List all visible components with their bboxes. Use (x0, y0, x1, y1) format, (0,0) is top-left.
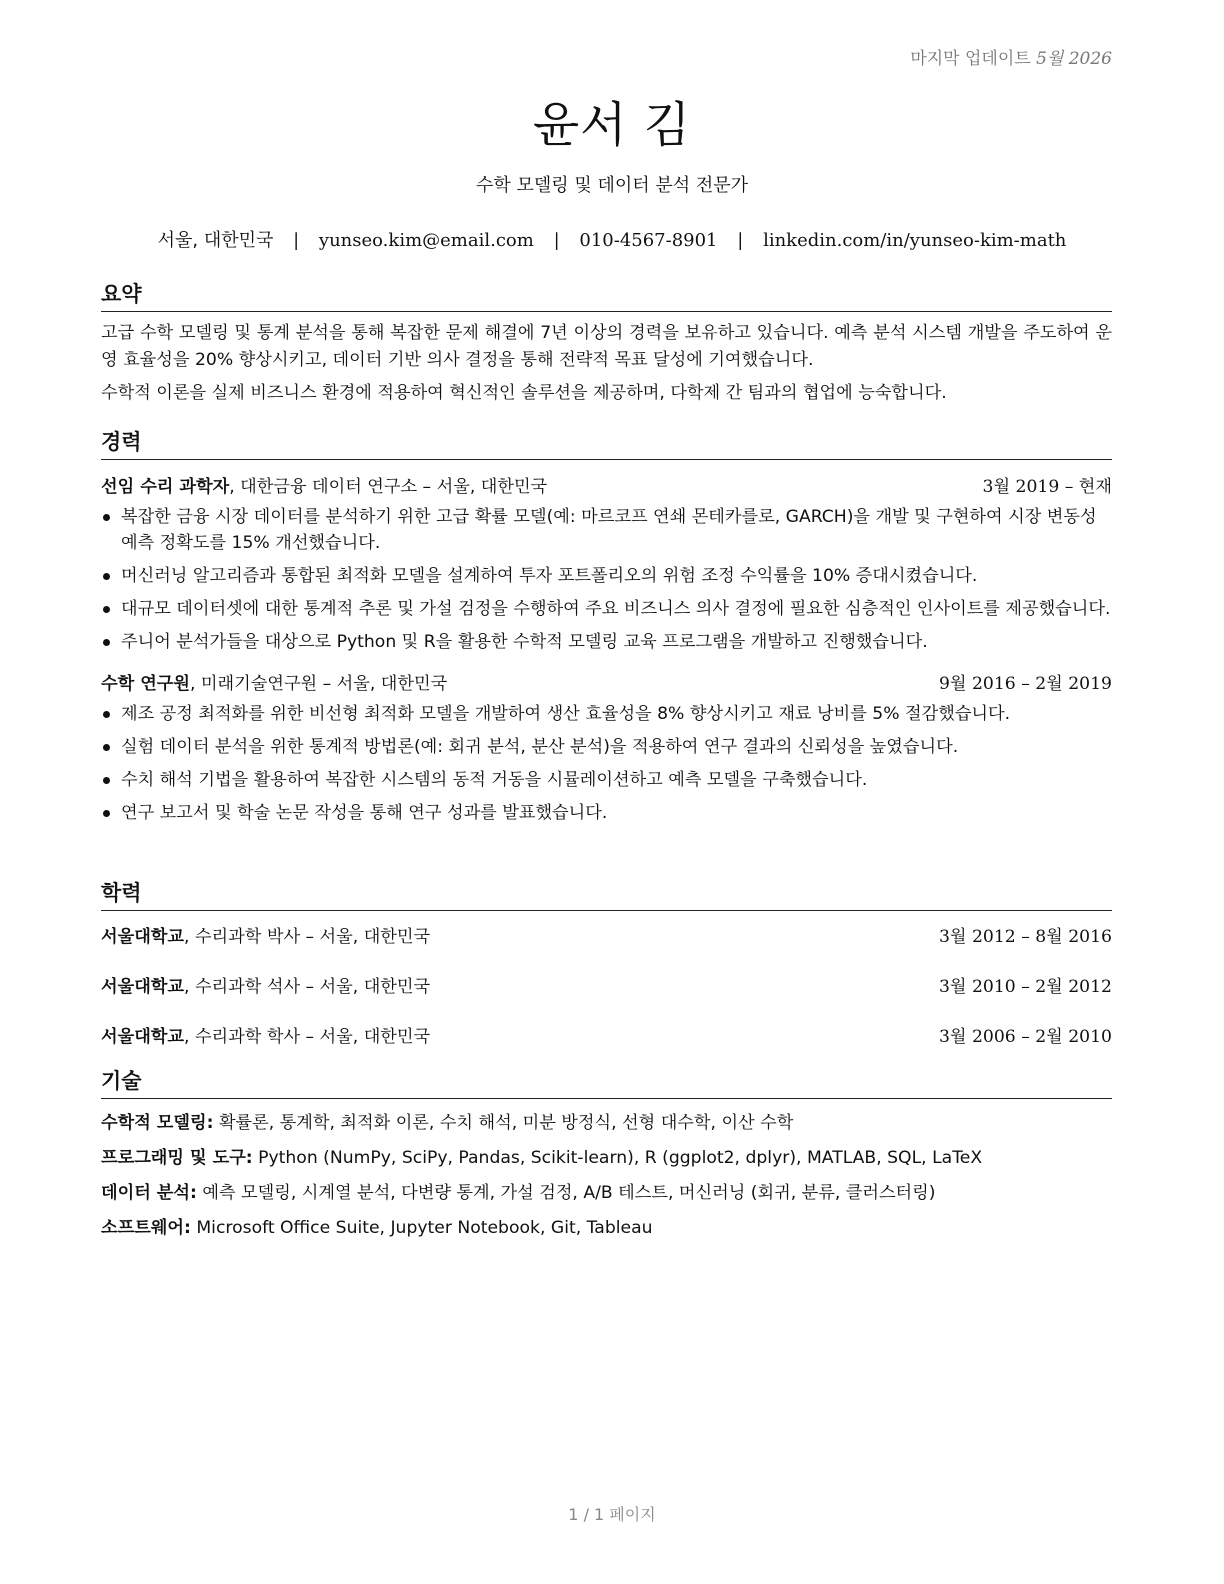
education-date: 3월 2012 – 8월 2016 (938, 927, 1112, 947)
contact-email[interactable]: yunseo.kim@email.com (318, 230, 534, 251)
skill-line (101, 1215, 1112, 1241)
last-updated-label: 마지막 업데이트 (910, 49, 1031, 69)
skills-list (101, 1110, 1112, 1241)
skill-value: 예측 모델링, 시계열 분석, 다변량 통계, 가설 검정, A/B 테스트, 머신러닝 (회귀, 분류, 클러스터링) (196, 1183, 936, 1203)
job-entry (101, 671, 1112, 826)
skill-label: 프로그래밍 및 도구: (101, 1148, 253, 1168)
education-item (101, 974, 1112, 1000)
job-bullets (101, 504, 1112, 655)
contact-linkedin[interactable]: linkedin.com/in/yunseo-kim-math (763, 230, 1067, 251)
summary-section (101, 278, 1112, 407)
summary-paragraph: 고급 수학 모델링 및 통계 분석을 통해 복잡한 문제 해결에 7년 이상의 경력을 보유하고 있습니다. 예측 분석 시스템 개발을 주도하여 운영 효율성을 20% 향상시키고, 데이터 기반 의사 결정을 통해 전략적 목표 달성에 기여했습니다. (101, 323, 1112, 370)
job-bullet: 주니어 분석가들을 대상으로 Python 및 R을 활용한 수학적 모델링 교육 프로그램을 개발하고 진행했습니다. (101, 629, 1112, 655)
skill-value: 확률론, 통계학, 최적화 이론, 수치 해석, 미분 방정식, 선형 대수학, 이산 수학 (213, 1113, 794, 1133)
job-bullet: 실험 데이터 분석을 위한 통계적 방법론(예: 회귀 분석, 분산 분석)을 적용하여 연구 결과의 신뢰성을 높였습니다. (101, 734, 1112, 760)
education-school: 서울대학교 (101, 927, 185, 947)
education-school: 서울대학교 (101, 977, 185, 997)
job-date: 9월 2016 – 2월 2019 (938, 674, 1112, 694)
job-org: , 미래기술연구원 – 서울, 대한민국 (190, 674, 448, 694)
education-date: 3월 2010 – 2월 2012 (938, 977, 1112, 997)
education-section (101, 877, 1112, 1050)
job-role: 수학 연구원 (101, 674, 190, 694)
skills-heading: 기술 (101, 1065, 1112, 1099)
education-heading: 학력 (101, 877, 1112, 911)
skill-label: 수학적 모델링: (101, 1113, 214, 1133)
skill-label: 데이터 분석: (101, 1183, 197, 1203)
job-bullet: 대규모 데이터셋에 대한 통계적 추론 및 가설 검정을 수행하여 주요 비즈니스 의사 결정에 필요한 심층적인 인사이트를 제공했습니다. (101, 596, 1112, 622)
experience-section (101, 426, 1112, 833)
contact-phone: 010-4567-8901 (579, 230, 718, 251)
skill-line (101, 1110, 1112, 1136)
education-detail: , 수리과학 박사 – 서울, 대한민국 (184, 927, 431, 947)
contact-separator: | (553, 230, 560, 251)
job-bullets (101, 701, 1112, 826)
experience-heading: 경력 (101, 426, 1112, 460)
contact-line (0, 226, 1224, 252)
last-updated (910, 44, 1112, 69)
education-detail: , 수리과학 석사 – 서울, 대한민국 (184, 977, 431, 997)
skill-label: 소프트웨어: (101, 1218, 191, 1238)
job-role: 선임 수리 과학자 (101, 477, 230, 497)
last-updated-year: 2026 (1068, 49, 1112, 69)
last-updated-month: 5월 (1036, 49, 1064, 69)
job-bullet: 연구 보고서 및 학술 논문 작성을 통해 연구 성과를 발표했습니다. (101, 800, 1112, 826)
education-date: 3월 2006 – 2월 2010 (938, 1027, 1112, 1047)
job-bullet: 머신러닝 알고리즘과 통합된 최적화 모델을 설계하여 투자 포트폴리오의 위험 조정 수익률을 10% 증대시켰습니다. (101, 563, 1112, 589)
skill-value: Python (NumPy, SciPy, Pandas, Scikit-learn), R (ggplot2, dplyr), MATLAB, SQL, LaTeX (252, 1148, 983, 1168)
skill-line (101, 1145, 1112, 1171)
job-bullet: 복잡한 금융 시장 데이터를 분석하기 위한 고급 확률 모델(예: 마르코프 연쇄 몬테카를로, GARCH)을 개발 및 구현하여 시장 변동성 예측 정확도를 15% 개선했습니다. (101, 504, 1112, 556)
job-header (101, 474, 1112, 500)
job-entry (101, 474, 1112, 655)
education-item (101, 924, 1112, 950)
resume-name: 윤서 김 (532, 97, 692, 153)
skills-section (101, 1065, 1112, 1250)
job-bullet: 제조 공정 최적화를 위한 비선형 최적화 모델을 개발하여 생산 효율성을 8% 향상시키고 재료 낭비를 5% 절감했습니다. (101, 701, 1112, 727)
job-date: 3월 2019 – 현재 (982, 477, 1112, 497)
summary-paragraph: 수학적 이론을 실제 비즈니스 환경에 적용하여 혁신적인 솔루션을 제공하며, 다학제 간 팀과의 협업에 능숙합니다. (101, 383, 947, 403)
contact-separator: | (737, 230, 744, 251)
summary-heading: 요약 (101, 278, 1112, 312)
page-indicator: 1 / 1 페이지 (568, 1505, 656, 1524)
job-header (101, 671, 1112, 697)
skill-line (101, 1180, 1112, 1206)
job-org: , 대한금융 데이터 연구소 – 서울, 대한민국 (229, 477, 548, 497)
contact-separator: | (293, 230, 300, 251)
job-bullet: 수치 해석 기법을 활용하여 복잡한 시스템의 동적 거동을 시뮬레이션하고 예측 모델을 구축했습니다. (101, 767, 1112, 793)
skill-value: Microsoft Office Suite, Jupyter Notebook, Git, Tableau (190, 1218, 653, 1238)
contact-location: 서울, 대한민국 (157, 230, 274, 251)
education-school: 서울대학교 (101, 1027, 185, 1047)
resume-tagline: 수학 모델링 및 데이터 분석 전문가 (475, 175, 749, 196)
education-item (101, 1024, 1112, 1050)
education-detail: , 수리과학 학사 – 서울, 대한민국 (184, 1027, 431, 1047)
